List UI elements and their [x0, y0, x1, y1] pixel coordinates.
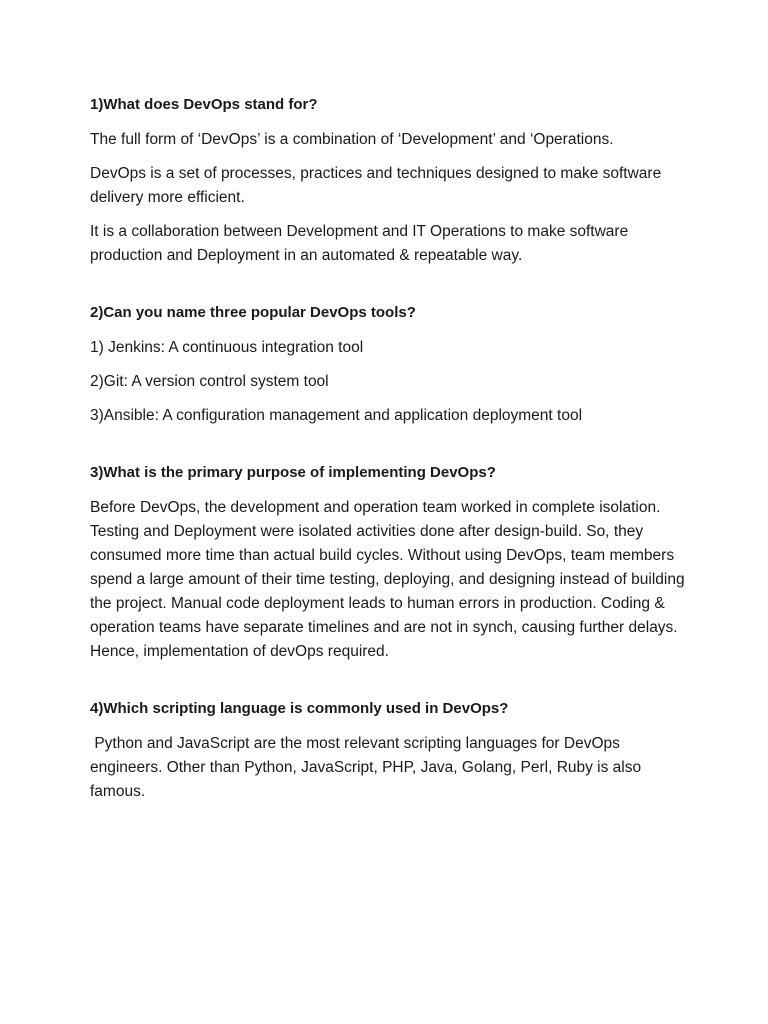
- answer-paragraph: DevOps is a set of processes, practices and techniques designed to make software delivery more efficient.: [90, 165, 662, 206]
- section-devops-purpose: [90, 462, 688, 664]
- question-heading: 4)Which scripting language is commonly used in DevOps?: [90, 700, 509, 717]
- question-heading: 1)What does DevOps stand for?: [90, 96, 318, 113]
- list-item: 1) Jenkins: A continuous integration tool: [90, 339, 364, 356]
- section-scripting-language: [90, 698, 688, 804]
- section-devops-tools: [90, 302, 688, 428]
- answer-paragraph: Before DevOps, the development and operation team worked in complete isolation. Testing and Deployment were isolated activities done after design-build. So, they consumed more time than actual build cycles. Without using DevOps, team members spend a large amount of their time testing, deploying, and designing instead of building the project. Manual code deployment leads to human errors in production. Coding & operation teams have separate timelines and are not in synch, causing further delays. Hence, implementation of devOps required.: [90, 499, 685, 660]
- tool-list: [90, 336, 688, 428]
- list-item: 2)Git: A version control system tool: [90, 373, 329, 390]
- answer-paragraph: Python and JavaScript are the most relevant scripting languages for DevOps engineers. Other than Python, JavaScript, PHP, Java, Golang, Perl, Ruby is also famous.: [90, 735, 646, 800]
- question-heading: 3)What is the primary purpose of implementing DevOps?: [90, 464, 496, 481]
- answer-paragraph: It is a collaboration between Development and IT Operations to make software production and Deployment in an automated & repeatable way.: [90, 223, 629, 264]
- list-item: 3)Ansible: A configuration management and application deployment tool: [90, 407, 583, 424]
- question-heading: 2)Can you name three popular DevOps tools?: [90, 304, 416, 321]
- section-devops-meaning: [90, 94, 688, 268]
- answer-paragraph: The full form of ‘DevOps’ is a combination of ‘Development’ and ‘Operations.: [90, 131, 614, 148]
